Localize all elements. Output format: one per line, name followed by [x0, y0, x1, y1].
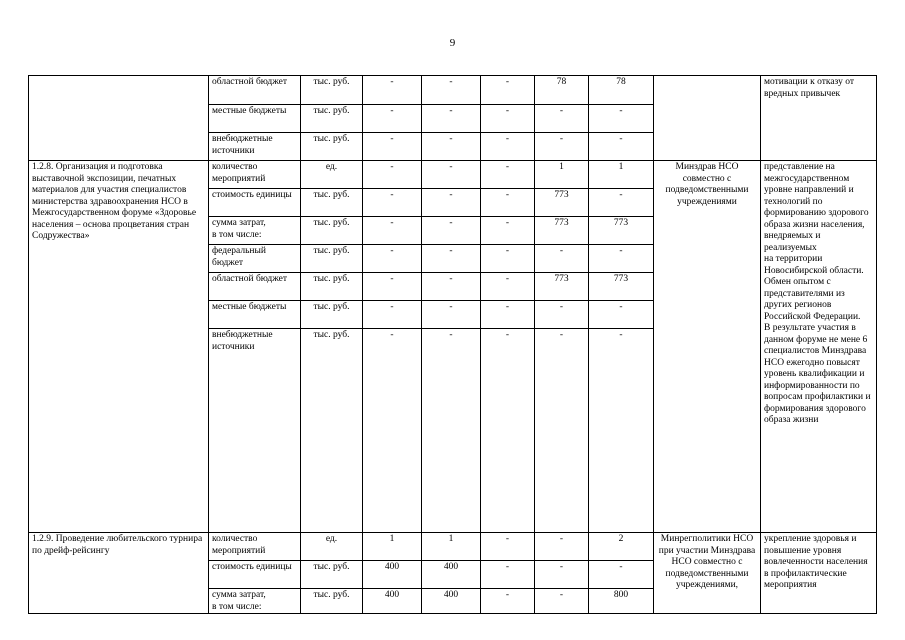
value-cell: -: [481, 133, 535, 161]
activity-cell: 1.2.9. Проведение любительского турнира по дрейф-рейсингу: [29, 533, 209, 614]
unit-cell: тыс. руб.: [301, 133, 363, 161]
indicator-cell: внебюджетные источники: [209, 329, 301, 533]
value-cell: -: [422, 133, 481, 161]
result-cell: представление на межгосударственном уровне направлений и технологий по формированию здорового образа жизни населения, внедряемых и реализуемых на территории Новосибирской области. Обмен опытом с представителями из других регионов Российской Федерации. В результате участия в данном форуме не мене 6 специалистов Минздрава НСО ежегодно повысят уровень квалификации и информированности по вопросам профилактики и формирования здорового образа жизни: [761, 161, 877, 533]
table-row: [29, 161, 877, 189]
value-cell: -: [363, 329, 422, 533]
unit-cell: тыс. руб.: [301, 301, 363, 329]
indicator-cell: стоимость единицы: [209, 561, 301, 589]
value-cell: -: [422, 105, 481, 133]
total-cell: -: [589, 245, 654, 273]
value-cell: -: [481, 161, 535, 189]
value-cell: 400: [422, 561, 481, 589]
value-cell: -: [481, 245, 535, 273]
total-cell: -: [589, 301, 654, 329]
value-cell: -: [535, 245, 589, 273]
value-cell: 400: [363, 561, 422, 589]
indicator-cell: стоимость единицы: [209, 189, 301, 217]
value-cell: -: [481, 273, 535, 301]
total-cell: -: [589, 329, 654, 533]
unit-cell: ед.: [301, 533, 363, 561]
indicator-cell: областной бюджет: [209, 76, 301, 105]
table-row: [29, 533, 877, 561]
value-cell: -: [422, 161, 481, 189]
value-cell: 773: [535, 189, 589, 217]
value-cell: -: [422, 217, 481, 245]
executor-cell: Минздрав НСО совместно с подведомственными учреждениями: [654, 161, 761, 533]
value-cell: -: [422, 245, 481, 273]
value-cell: -: [535, 133, 589, 161]
value-cell: 78: [535, 76, 589, 105]
unit-cell: тыс. руб.: [301, 76, 363, 105]
indicator-cell: сумма затрат, в том числе:: [209, 217, 301, 245]
value-cell: -: [422, 329, 481, 533]
value-cell: -: [481, 301, 535, 329]
result-cell: укрепление здоровья и повышение уровня вовлеченности населения в профилактические мероприятия: [761, 533, 877, 614]
total-cell: -: [589, 105, 654, 133]
total-cell: 800: [589, 589, 654, 614]
unit-cell: тыс. руб.: [301, 589, 363, 614]
value-cell: -: [363, 133, 422, 161]
value-cell: -: [363, 217, 422, 245]
value-cell: 1: [422, 533, 481, 561]
value-cell: -: [422, 76, 481, 105]
value-cell: -: [422, 273, 481, 301]
value-cell: -: [422, 301, 481, 329]
value-cell: -: [481, 76, 535, 105]
value-cell: -: [363, 273, 422, 301]
value-cell: 400: [363, 589, 422, 614]
value-cell: -: [363, 189, 422, 217]
total-cell: 2: [589, 533, 654, 561]
value-cell: -: [363, 161, 422, 189]
page-number: 9: [449, 37, 456, 49]
value-cell: -: [535, 329, 589, 533]
value-cell: -: [535, 561, 589, 589]
value-cell: -: [481, 105, 535, 133]
value-cell: -: [535, 105, 589, 133]
value-cell: -: [481, 561, 535, 589]
total-cell: -: [589, 561, 654, 589]
value-cell: -: [481, 589, 535, 614]
value-cell: -: [481, 533, 535, 561]
indicator-cell: местные бюджеты: [209, 301, 301, 329]
value-cell: -: [481, 217, 535, 245]
executor-cell: Минрегполитики НСО при участии Минздрава НСО совместно с подведомственными учреждениями,: [654, 533, 761, 614]
executor-cell: [654, 76, 761, 161]
result-cell: мотивации к отказу от вредных привычек: [761, 76, 877, 161]
unit-cell: тыс. руб.: [301, 217, 363, 245]
indicator-cell: количество мероприятий: [209, 161, 301, 189]
activity-cell: 1.2.8. Организация и подготовка выставочной экспозиции, печатных материалов для участия специалистов министерства здравоохранения НСО в Межгосударственном форуме «Здоровье населения – основа процветания стран Содружества»: [29, 161, 209, 533]
value-cell: -: [535, 589, 589, 614]
value-cell: 773: [535, 217, 589, 245]
value-cell: -: [363, 245, 422, 273]
value-cell: -: [481, 329, 535, 533]
value-cell: 773: [535, 273, 589, 301]
unit-cell: ед.: [301, 161, 363, 189]
value-cell: -: [363, 105, 422, 133]
total-cell: 773: [589, 273, 654, 301]
value-cell: -: [422, 189, 481, 217]
indicator-cell: местные бюджеты: [209, 105, 301, 133]
unit-cell: тыс. руб.: [301, 189, 363, 217]
value-cell: -: [363, 301, 422, 329]
total-cell: 1: [589, 161, 654, 189]
unit-cell: тыс. руб.: [301, 329, 363, 533]
indicator-cell: областной бюджет: [209, 273, 301, 301]
unit-cell: тыс. руб.: [301, 245, 363, 273]
table-row: [29, 76, 877, 105]
total-cell: -: [589, 189, 654, 217]
value-cell: -: [535, 533, 589, 561]
total-cell: 773: [589, 217, 654, 245]
indicator-cell: количество мероприятий: [209, 533, 301, 561]
total-cell: 78: [589, 76, 654, 105]
total-cell: -: [589, 133, 654, 161]
activity-cell: [29, 76, 209, 161]
unit-cell: тыс. руб.: [301, 561, 363, 589]
program-activities-table: [28, 75, 877, 614]
value-cell: 1: [363, 533, 422, 561]
value-cell: -: [535, 301, 589, 329]
value-cell: -: [363, 76, 422, 105]
unit-cell: тыс. руб.: [301, 273, 363, 301]
value-cell: 1: [535, 161, 589, 189]
unit-cell: тыс. руб.: [301, 105, 363, 133]
value-cell: 400: [422, 589, 481, 614]
indicator-cell: федеральный бюджет: [209, 245, 301, 273]
indicator-cell: внебюджетные источники: [209, 133, 301, 161]
value-cell: -: [481, 189, 535, 217]
indicator-cell: сумма затрат, в том числе:: [209, 589, 301, 614]
